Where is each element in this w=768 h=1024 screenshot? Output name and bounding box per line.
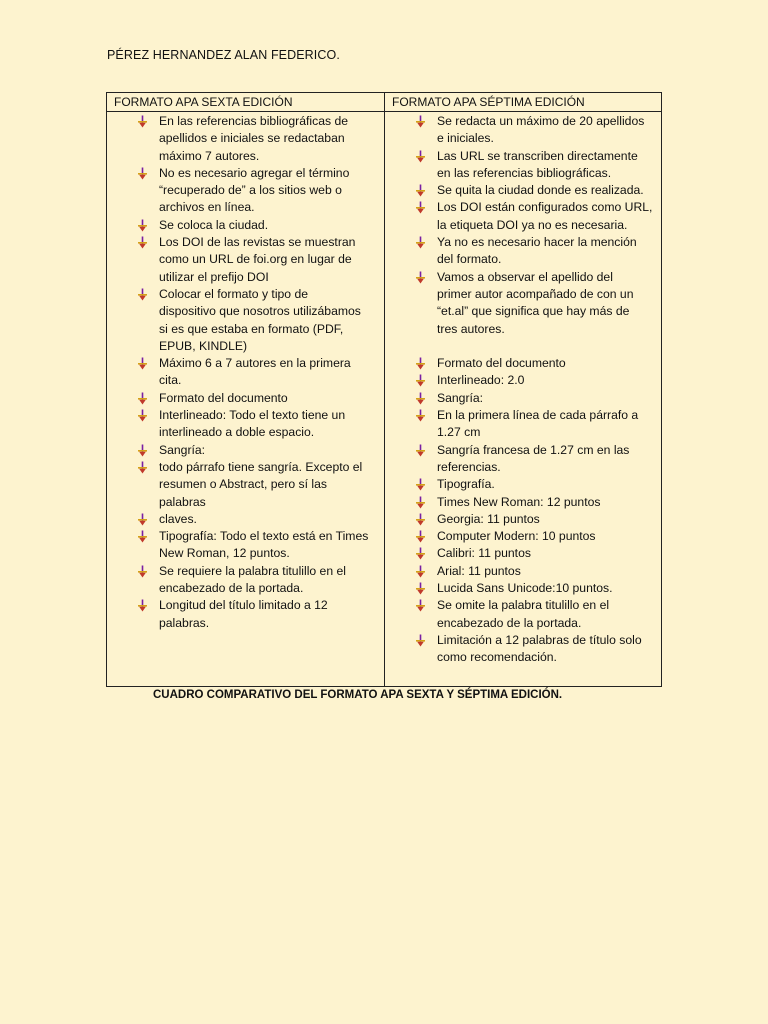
down-arrow-bullet-icon — [415, 444, 426, 457]
list-item — [137, 217, 381, 234]
list-item-text: Interlineado: Todo el texto tiene un — [159, 408, 346, 423]
down-arrow-bullet-icon — [415, 530, 426, 543]
list-item-text: EPUB, KINDLE) — [159, 338, 248, 353]
list-item-text: apellidos e iniciales se redactaban — [159, 131, 345, 146]
list-item-text: Sangría francesa de 1.27 cm en las — [437, 442, 630, 457]
list-item-text: interlineado a doble espacio. — [159, 425, 315, 440]
list-item — [415, 407, 659, 442]
down-arrow-bullet-icon — [415, 634, 426, 647]
list-item-text: Ya no es necesario hacer la mención — [437, 235, 637, 250]
down-arrow-bullet-icon — [137, 513, 148, 526]
down-arrow-bullet-icon — [137, 236, 148, 249]
list-item-text: como un URL de foi.org en lugar de — [159, 252, 352, 267]
down-arrow-bullet-icon — [415, 599, 426, 612]
down-arrow-bullet-icon — [137, 409, 148, 422]
down-arrow-bullet-icon — [415, 547, 426, 560]
down-arrow-bullet-icon — [415, 150, 426, 163]
list-item-text: palabras. — [159, 615, 210, 630]
list-item — [137, 113, 381, 165]
list-item — [137, 390, 381, 407]
list-item-text: encabezado de la portada. — [159, 581, 304, 596]
list-item-text: del formato. — [437, 252, 502, 267]
list-item — [415, 580, 659, 597]
list-item-text: claves. — [159, 511, 197, 526]
list-item-text: Computer Modern: 10 puntos — [437, 529, 596, 544]
author-name: PÉREZ HERNANDEZ ALAN FEDERICO. — [107, 48, 340, 62]
down-arrow-bullet-icon — [415, 496, 426, 509]
list-item-text: En las referencias bibliográficas de — [159, 114, 349, 128]
list-item-text: dispositivo que nosotros utilizábamos — [159, 304, 361, 319]
list-item-text: Longitud del título limitado a 12 — [159, 598, 328, 613]
list-item-text: resumen o Abstract, pero sí las — [159, 477, 327, 492]
list-item-text: Sangría: — [437, 390, 484, 405]
list-item-text: Se coloca la ciudad. — [159, 217, 269, 232]
list-item — [137, 286, 381, 355]
list-item-text: Formato del documento — [159, 390, 288, 405]
header-seventh-edition: FORMATO APA SÉPTIMA EDICIÓN — [392, 95, 585, 109]
list-item-text: Los DOI de las revistas se muestran — [159, 235, 356, 250]
list-item-text: Los DOI están configurados como URL, — [437, 200, 653, 215]
list-item-text: máximo 7 autores. — [159, 148, 260, 163]
list-item — [415, 355, 659, 372]
list-item-text: Las URL se transcriben directamente — [437, 148, 638, 163]
down-arrow-bullet-icon — [415, 374, 426, 387]
list-item — [137, 407, 381, 442]
list-item — [415, 442, 659, 477]
list-item — [415, 269, 659, 338]
down-arrow-bullet-icon — [415, 184, 426, 197]
list-item — [137, 528, 381, 563]
list-item — [137, 442, 381, 459]
seventh-edition-list — [415, 113, 659, 667]
list-item-text: referencias. — [437, 459, 501, 474]
list-item — [415, 494, 659, 511]
table-caption: CUADRO COMPARATIVO DEL FORMATO APA SEXTA Y SÉPTIMA EDICIÓN. — [153, 689, 563, 701]
list-item-text: Lucida Sans Unicode:10 puntos. — [437, 581, 613, 596]
list-item-text: cita. — [159, 373, 182, 388]
list-item — [415, 234, 659, 269]
down-arrow-bullet-icon — [415, 201, 426, 214]
column-divider — [384, 93, 385, 686]
list-item — [137, 234, 381, 286]
down-arrow-bullet-icon — [415, 409, 426, 422]
list-item — [415, 390, 659, 407]
sixth-edition-list — [137, 113, 381, 632]
list-item — [415, 372, 659, 389]
list-item-text: En la primera línea de cada párrafo a — [437, 408, 639, 423]
list-item-text: 1.27 cm — [437, 425, 481, 440]
list-item-text: Arial: 11 puntos — [437, 563, 521, 578]
list-item-text: como recomendación. — [437, 650, 557, 665]
down-arrow-bullet-icon — [415, 392, 426, 405]
list-item-text: en las referencias bibliográficas. — [437, 165, 612, 180]
list-item-text: Vamos a observar el apellido del — [437, 269, 613, 284]
list-item-text: e iniciales. — [437, 131, 494, 146]
list-item-text: Georgia: 11 puntos — [437, 511, 540, 526]
down-arrow-bullet-icon — [415, 357, 426, 370]
list-item-text: encabezado de la portada. — [437, 615, 582, 630]
list-item-text: la etiqueta DOI ya no es necesaria. — [437, 217, 628, 232]
down-arrow-bullet-icon — [415, 271, 426, 284]
list-item-text: New Roman, 12 puntos. — [159, 546, 290, 561]
list-item-text: Limitación a 12 palabras de título solo — [437, 632, 642, 647]
list-item-text: Colocar el formato y tipo de — [159, 286, 309, 301]
down-arrow-bullet-icon — [137, 599, 148, 612]
down-arrow-bullet-icon — [415, 582, 426, 595]
comparison-table — [106, 92, 662, 687]
down-arrow-bullet-icon — [137, 219, 148, 232]
header-sixth-edition: FORMATO APA SEXTA EDICIÓN — [114, 95, 293, 109]
down-arrow-bullet-icon — [415, 478, 426, 491]
list-item-text: Se redacta un máximo de 20 apellidos — [437, 114, 645, 128]
list-item — [137, 355, 381, 390]
list-item-text: Formato del documento — [437, 356, 566, 371]
list-item-text: si es que estaba en formato (PDF, — [159, 321, 344, 336]
list-spacer — [415, 338, 659, 355]
list-item-text: Tipografía: Todo el texto está en Times — [159, 529, 369, 544]
list-item-text: Se quita la ciudad donde es realizada. — [437, 183, 644, 198]
down-arrow-bullet-icon — [137, 530, 148, 543]
list-item — [415, 113, 659, 148]
down-arrow-bullet-icon — [137, 392, 148, 405]
list-item-text: tres autores. — [437, 321, 505, 336]
list-item-text: Se omite la palabra titulillo en el — [437, 598, 610, 613]
list-item-text: todo párrafo tiene sangría. Excepto el — [159, 459, 363, 474]
list-item-text: Interlineado: 2.0 — [437, 373, 525, 388]
list-item-text: primer autor acompañado de con un — [437, 286, 634, 301]
down-arrow-bullet-icon — [137, 357, 148, 370]
list-item — [137, 563, 381, 598]
list-item — [415, 511, 659, 528]
list-item-text: palabras — [159, 494, 206, 509]
down-arrow-bullet-icon — [137, 115, 148, 128]
down-arrow-bullet-icon — [415, 236, 426, 249]
list-item — [415, 199, 659, 234]
down-arrow-bullet-icon — [137, 565, 148, 578]
list-item-text: utilizar el prefijo DOI — [159, 269, 269, 284]
list-item — [137, 511, 381, 528]
down-arrow-bullet-icon — [415, 565, 426, 578]
list-item-text: Se requiere la palabra titulillo en el — [159, 563, 346, 578]
header-divider — [107, 111, 661, 112]
list-item-text: Máximo 6 a 7 autores en la primera — [159, 356, 351, 371]
list-item — [415, 476, 659, 493]
down-arrow-bullet-icon — [415, 513, 426, 526]
list-item — [415, 632, 659, 667]
list-item — [415, 182, 659, 199]
list-item — [415, 563, 659, 580]
list-item-text: archivos en línea. — [159, 200, 255, 215]
list-item-text: “recuperado de” a los sitios web o — [159, 183, 342, 198]
list-item — [415, 148, 659, 183]
list-item-text: No es necesario agregar el término — [159, 165, 350, 180]
list-item — [137, 597, 381, 632]
list-item — [137, 459, 381, 511]
down-arrow-bullet-icon — [137, 288, 148, 301]
down-arrow-bullet-icon — [137, 444, 148, 457]
down-arrow-bullet-icon — [137, 167, 148, 180]
list-item-text: Times New Roman: 12 puntos — [437, 494, 601, 509]
list-item-text: “et.al” que significa que hay más de — [437, 304, 630, 319]
list-item-text: Sangría: — [159, 442, 206, 457]
list-item-text: Calibri: 11 puntos — [437, 546, 531, 561]
list-item — [415, 597, 659, 632]
down-arrow-bullet-icon — [137, 461, 148, 474]
list-item-text: Tipografía. — [437, 477, 495, 492]
down-arrow-bullet-icon — [415, 115, 426, 128]
list-item — [415, 528, 659, 545]
list-item — [415, 545, 659, 562]
list-item — [137, 165, 381, 217]
